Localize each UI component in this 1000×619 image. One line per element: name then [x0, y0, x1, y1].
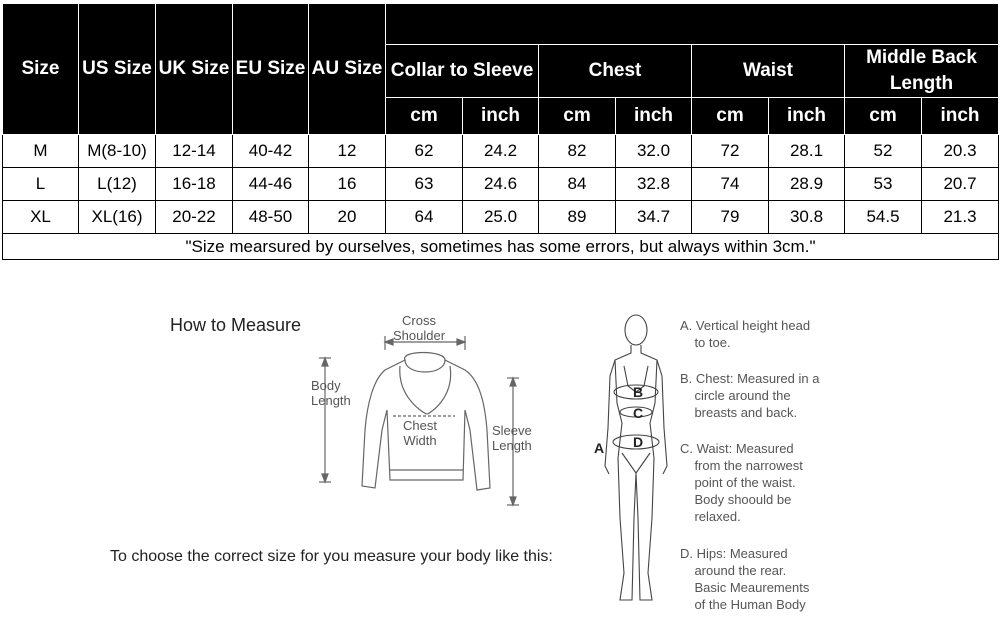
table-cell: M(8-10) [79, 135, 156, 168]
size-chart-table [2, 3, 999, 260]
header-collar-to-sleeve: Collar to Sleeve [386, 45, 539, 98]
legend-vertical-height: A. Vertical height head to toe. [680, 318, 811, 350]
table-cell: 24.6 [463, 168, 539, 201]
unit-header: inch [463, 98, 539, 135]
table-cell: 30.8 [769, 201, 845, 234]
instruction-text: To choose the correct size for you measure your body like this: [110, 548, 553, 565]
header-us-size: US Size [79, 4, 156, 135]
unit-header: cm [539, 98, 616, 135]
table-row [3, 168, 999, 201]
table-cell: 63 [386, 168, 463, 201]
body-label-b: B [633, 384, 644, 400]
unit-header: cm [692, 98, 769, 135]
table-cell: 79 [692, 201, 769, 234]
table-cell: 21.3 [922, 201, 999, 234]
legend-hips: D. Hips: Measured around the rear. Basic Meaurements of the Human Body [680, 546, 810, 612]
table-cell: 84 [539, 168, 616, 201]
table-cell: 12 [309, 135, 386, 168]
body-label-a: A [594, 440, 605, 456]
how-to-measure-title: How to Measure [170, 315, 302, 335]
table-cell: XL [3, 201, 79, 234]
table-cell: 82 [539, 135, 616, 168]
unit-header: inch [922, 98, 999, 135]
table-cell: 28.1 [769, 135, 845, 168]
table-cell: 52 [845, 135, 922, 168]
body-figure-diagram [600, 308, 680, 618]
table-cell: 20-22 [156, 201, 233, 234]
table-cell: 40-42 [233, 135, 309, 168]
header-eu-size: EU Size [233, 4, 309, 135]
table-cell: 64 [386, 201, 463, 234]
table-cell: L(12) [79, 168, 156, 201]
header-middle-back-length: Middle Back Length [845, 45, 999, 98]
header-size: Size [3, 4, 79, 135]
table-cell: 54.5 [845, 201, 922, 234]
header-waist: Waist [692, 45, 845, 98]
chest-width-label: Chest Width [403, 418, 437, 448]
table-row [3, 135, 999, 168]
table-cell: 24.2 [463, 135, 539, 168]
table-cell: 53 [845, 168, 922, 201]
measurement-note: "Size mearsured by ourselves, sometimes has some errors, but always within 3cm." [3, 234, 999, 260]
table-cell: 62 [386, 135, 463, 168]
unit-header: cm [845, 98, 922, 135]
table-cell: 89 [539, 201, 616, 234]
table-cell: 20.7 [922, 168, 999, 201]
table-cell: 32.0 [616, 135, 692, 168]
table-cell: 28.9 [769, 168, 845, 201]
cross-shoulder-label: Cross Shoulder [393, 313, 446, 343]
body-label-c: C [633, 405, 644, 421]
unit-header: cm [386, 98, 463, 135]
table-cell: 25.0 [463, 201, 539, 234]
unit-header: inch [769, 98, 845, 135]
header-au-size: AU Size [309, 4, 386, 135]
table-cell: 20 [309, 201, 386, 234]
table-cell: L [3, 168, 79, 201]
body-label-d: D [633, 434, 644, 450]
table-cell: 44-46 [233, 168, 309, 201]
sleeve-length-label: Sleeve Length [492, 423, 532, 453]
table-cell: 12-14 [156, 135, 233, 168]
header-blank-band [386, 4, 999, 45]
table-cell: XL(16) [79, 201, 156, 234]
table-cell: 16 [309, 168, 386, 201]
table-cell: 72 [692, 135, 769, 168]
unit-header: inch [616, 98, 692, 135]
header-chest: Chest [539, 45, 692, 98]
table-cell: 74 [692, 168, 769, 201]
header-uk-size: UK Size [156, 4, 233, 135]
table-cell: 32.8 [616, 168, 692, 201]
body-length-label: Body Length [311, 378, 351, 408]
table-cell: 34.7 [616, 201, 692, 234]
table-cell: 48-50 [233, 201, 309, 234]
legend-chest: B. Chest: Measured in a circle around the breasts and back. [680, 371, 820, 420]
table-cell: M [3, 135, 79, 168]
table-row [3, 201, 999, 234]
legend-waist: C. Waist: Measured from the narrowest point of the waist. Body shoould be relaxed. [680, 441, 803, 524]
table-cell: 20.3 [922, 135, 999, 168]
table-cell: 16-18 [156, 168, 233, 201]
